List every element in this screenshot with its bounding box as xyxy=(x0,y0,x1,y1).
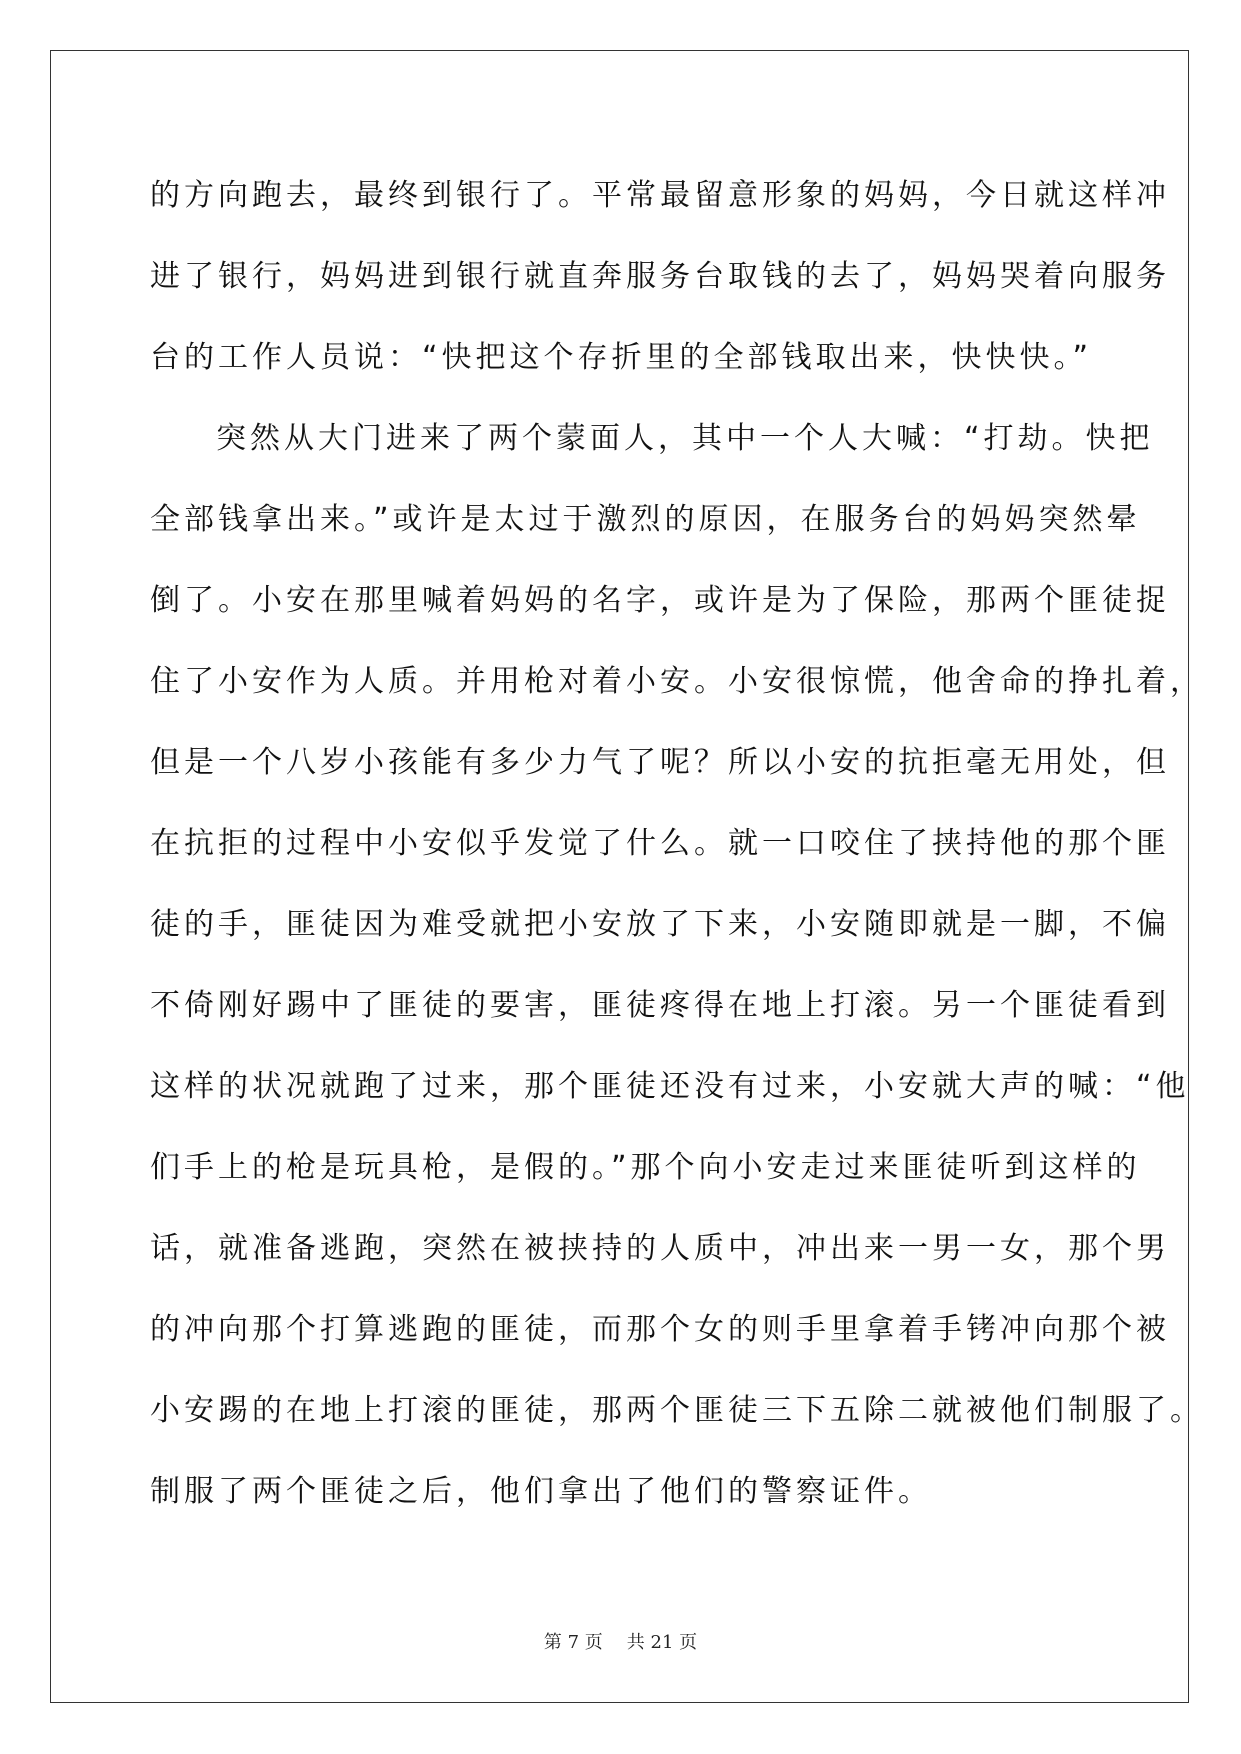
document-body xyxy=(150,155,1204,1532)
text-line: 不倚刚好踢中了匪徒的要害，匪徒疼得在地上打滚。另一个匪徒看到 xyxy=(150,988,1170,1023)
text-line: 全部钱拿出来。”或许是太过于激烈的原因，在服务台的妈妈突然晕 xyxy=(150,502,1141,537)
text-line: 进了银行，妈妈进到银行就直奔服务台取钱的去了，妈妈哭着向服务 xyxy=(150,259,1170,294)
page-footer xyxy=(0,1628,1241,1654)
text-line: 但是一个八岁小孩能有多少力气了呢？所以小安的抗拒毫无用处，但 xyxy=(150,745,1170,780)
text-line: 话，就准备逃跑，突然在被挟持的人质中，冲出来一男一女，那个男 xyxy=(150,1231,1170,1266)
text-line: 小安踢的在地上打滚的匪徒，那两个匪徒三下五除二就被他们制服了。 xyxy=(150,1393,1204,1428)
text-line: 的方向跑去，最终到银行了。平常最留意形象的妈妈，今日就这样冲 xyxy=(150,178,1170,213)
text-line: 台的工作人员说：“快把这个存折里的全部钱取出来，快快快。” xyxy=(150,340,1093,375)
text-line: 们手上的枪是玩具枪，是假的。”那个向小安走过来匪徒听到这样的 xyxy=(150,1150,1141,1185)
text-line: 在抗拒的过程中小安似乎发觉了什么。就一口咬住了挟持他的那个匪 xyxy=(150,826,1170,861)
text-line: 徒的手，匪徒因为难受就把小安放了下来，小安随即就是一脚，不偏 xyxy=(150,907,1170,942)
text-line: 突然从大门进来了两个蒙面人，其中一个人大喊：“打劫。快把 xyxy=(216,421,1154,456)
text-line: 的冲向那个打算逃跑的匪徒，而那个女的则手里拿着手铐冲向那个被 xyxy=(150,1312,1170,1347)
text-line: 制服了两个匪徒之后，他们拿出了他们的警察证件。 xyxy=(150,1474,932,1509)
page-total: 共 21 页 xyxy=(626,1632,698,1653)
text-line: 这样的状况就跑了过来，那个匪徒还没有过来，小安就大声的喊：“他 xyxy=(150,1069,1190,1104)
text-line: 倒了。小安在那里喊着妈妈的名字，或许是为了保险，那两个匪徒捉 xyxy=(150,583,1170,618)
text-line: 住了小安作为人质。并用枪对着小安。小安很惊慌，他舍命的挣扎着， xyxy=(150,664,1204,699)
page-number: 第 7 页 xyxy=(543,1632,603,1653)
